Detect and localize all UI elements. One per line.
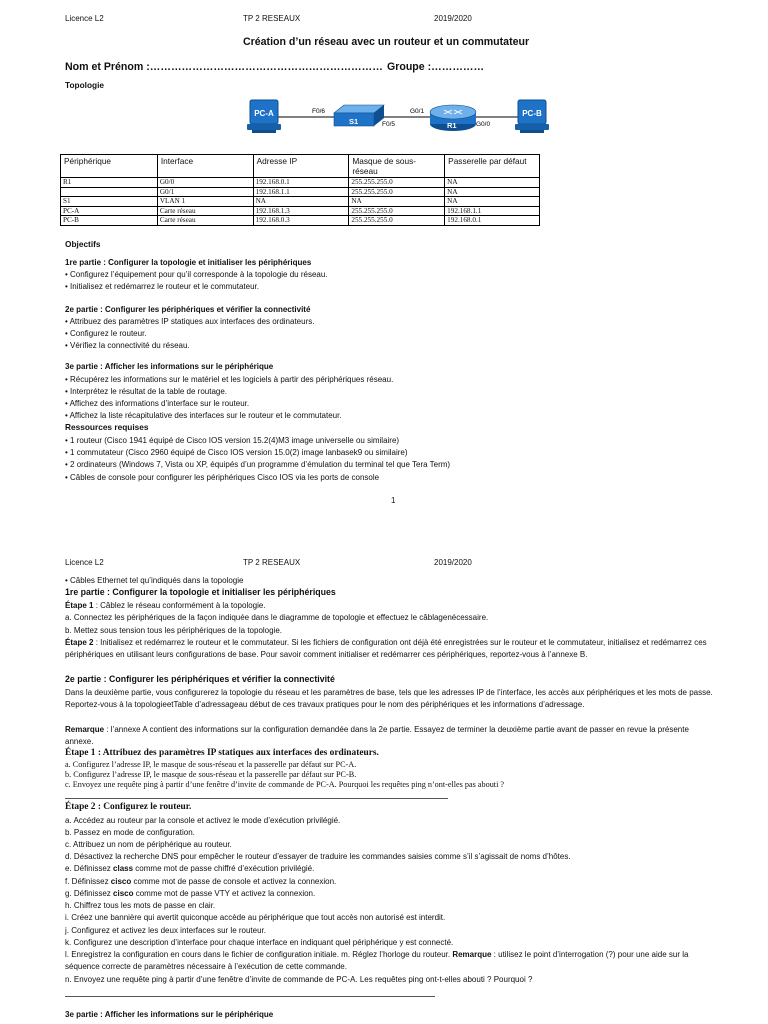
step-g-keyword: cisco	[113, 889, 134, 898]
list-item: j. Configurez et activez les deux interfaces sur le routeur.	[65, 926, 266, 935]
step-e-text-end: comme mot de passe chiffré d’exécution privilégié.	[133, 864, 315, 873]
header-interface: Interface	[157, 155, 253, 178]
table-cell: NA	[445, 178, 540, 188]
list-item: a. Configurez l’adresse IP, le masque de sous-réseau et la passerelle par défaut sur PC-A.	[65, 760, 357, 769]
step-l-remark: Remarque	[452, 950, 492, 959]
port-g00-label: G0/0	[476, 121, 491, 128]
list-item: • Récupérez les informations sur le matériel et les logiciels à partir des périphériques réseau.	[65, 375, 394, 384]
addressing-table-header-row	[61, 155, 540, 178]
step2-text: : Initialisez et redémarrez le routeur et le commutateur. Si les fichiers de configuration ont déjà été enregistrées sur le routeur et le commutateur, initialisez et redémarrez ces périphériques en utilisant leurs configurations de base. Pour savoir comment initialiser et redémarrer ces périphériques, reportez-vous à l’annexe B.	[65, 638, 707, 659]
page1-header-center: TP 2 RESEAUX	[243, 14, 301, 23]
table-row	[61, 216, 540, 226]
list-item	[65, 876, 715, 888]
table-row	[61, 206, 540, 216]
table-cell: 192.168.0.1	[445, 216, 540, 226]
step2-label: Étape 2	[65, 638, 94, 647]
remark-label: Remarque	[65, 725, 105, 734]
table-cell: R1	[61, 178, 158, 188]
step-f-keyword: cisco	[110, 877, 132, 886]
pc-b-icon	[515, 100, 549, 133]
list-item: • Câbles de console pour configurer les périphériques Cisco IOS via les ports de console	[65, 473, 380, 482]
list-item: d. Désactivez la recherche DNS pour empêcher le routeur d’essayer de traduire les commandes saisies comme s’il s’agissait de noms d’hôtes.	[65, 852, 571, 861]
name-field-label: Nom et Prénom :…………………………………………………………	[65, 61, 383, 73]
list-item: n. Envoyez une requête ping à partir d’une fenêtre d’invite de commande de PC-A. Les requêtes ping ont-t-elles abouti ? Pourquoi ?	[65, 975, 533, 984]
answer-line	[65, 996, 435, 997]
pc-b-label: PC-B	[522, 109, 542, 118]
s1-label: S1	[349, 117, 359, 126]
list-item: • 1 commutateur (Cisco 2960 équipé de Cisco IOS version 15.0(2) image lanbasek9 ou similaire)	[65, 448, 408, 457]
step1-label: Étape 1	[65, 601, 94, 610]
document-title: Création d’un réseau avec un routeur et un commutateur	[243, 36, 530, 48]
p1-part1-heading: 1re partie : Configurer la topologie et initialiser les périphériques	[65, 258, 312, 267]
list-item: a. Accédez au routeur par la console et activez le mode d’exécution privilégié.	[65, 816, 341, 825]
list-item: • 1 routeur (Cisco 1941 équipé de Cisco IOS version 15.2(4)M3 image universelle ou similaire)	[65, 436, 400, 445]
table-cell: 255.255.255.0	[349, 216, 445, 226]
table-cell: 192.168.1.1	[445, 206, 540, 216]
table-cell: NA	[349, 197, 445, 207]
list-item: i. Créez une bannière qui avertit quiconque accède au périphérique que tout accès non autorisé est interdit.	[65, 913, 446, 922]
step-l-text-end: : utilisez le point d’interrogation (?) pour une aide sur la séquence correcte de paramètres nécessaire à l’exécution de cette commande.	[65, 950, 689, 971]
topology-diagram	[238, 96, 552, 138]
header-device: Périphérique	[61, 155, 158, 178]
group-field-label: Groupe :……………	[387, 61, 485, 73]
list-item: c. Attribuez un nom de périphérique au routeur.	[65, 840, 232, 849]
header-subnet-mask: Masque de sous-réseau	[349, 155, 445, 178]
table-cell	[61, 187, 158, 197]
table-cell: S1	[61, 197, 158, 207]
page2-header-center: TP 2 RESEAUX	[243, 558, 301, 567]
page2-header-left: Licence L2	[65, 558, 104, 567]
table-cell: 255.255.255.0	[349, 178, 445, 188]
list-item	[65, 888, 715, 900]
s1-switch-icon	[334, 105, 384, 126]
page2-header-right: 2019/2020	[434, 558, 472, 567]
table-cell: VLAN 1	[157, 197, 253, 207]
list-item: • Initialisez et redémarrez le routeur et le commutateur.	[65, 282, 259, 291]
addressing-table	[60, 154, 540, 226]
step-f-text-end: comme mot de passe de console et activez la connexion.	[131, 877, 337, 886]
table-cell: PC-A	[61, 206, 158, 216]
table-row	[61, 187, 540, 197]
pc-a-label: PC-A	[254, 109, 274, 118]
serif-step2-heading: Étape 2 : Configurez le routeur.	[65, 802, 192, 812]
list-item: a. Connectez les périphériques de la façon indiquée dans le diagramme de topologie et effectuez le câblagenécessaire.	[65, 613, 489, 622]
list-item: • Vérifiez la connectivité du réseau.	[65, 341, 190, 350]
list-item	[65, 949, 715, 973]
table-row	[61, 178, 540, 188]
table-cell: Carte réseau	[157, 216, 253, 226]
step1-line	[65, 600, 715, 612]
table-cell: NA	[445, 197, 540, 207]
resources-heading: Ressources requises	[65, 422, 149, 432]
header-ip-address: Adresse IP	[253, 155, 349, 178]
step-e-keyword: class	[113, 864, 134, 873]
port-f05-label: F0/5	[382, 121, 396, 128]
list-item: b. Configurez l’adresse IP, le masque de sous-réseau et la passerelle par défaut sur PC-B.	[65, 770, 357, 779]
p1-part2-heading: 2e partie : Configurer les périphériques et vérifier la connectivité	[65, 305, 311, 314]
table-cell: 192.168.0.3	[253, 216, 349, 226]
list-item: b. Mettez sous tension tous les périphériques de la topologie.	[65, 626, 283, 635]
table-cell: G0/0	[157, 178, 253, 188]
serif-step1-heading: Étape 1 : Attribuez des paramètres IP statiques aux interfaces des ordinateurs.	[65, 748, 379, 758]
step-g-text-end: comme mot de passe VTY et activez la connexion.	[133, 889, 316, 898]
answer-line	[65, 798, 448, 799]
step-e-text: e. Définissez	[65, 864, 114, 873]
r1-label: R1	[447, 121, 457, 130]
step-g-text: g. Définissez	[65, 889, 114, 898]
list-item: • Affichez des informations d’interface sur le routeur.	[65, 399, 250, 408]
pc-a-icon	[247, 100, 281, 133]
list-item: • Configurez l’équipement pour qu’il corresponde à la topologie du réseau.	[65, 270, 328, 279]
page1-header-left: Licence L2	[65, 14, 104, 23]
page-number: 1	[391, 496, 396, 505]
list-item: • Interprétez le résultat de la table de routage.	[65, 387, 228, 396]
header-default-gateway: Passerelle par défaut	[445, 155, 540, 178]
table-cell: 255.255.255.0	[349, 206, 445, 216]
remark-text: : l’annexe A contient des informations sur la configuration demandée dans la 2e partie. Essayez de terminer la deuxième partie avant de passer en revue la présente annexe.	[65, 725, 689, 746]
table-cell: 192.168.1.1	[253, 187, 349, 197]
topology-heading: Topologie	[65, 80, 105, 90]
step1-text: : Câblez le réseau conformément à la topologie.	[93, 601, 266, 610]
list-item: k. Configurez une description d’interface pour chaque interface en indiquant quel périphérique y est connecté.	[65, 938, 454, 947]
table-row	[61, 197, 540, 207]
list-item: b. Passez en mode de configuration.	[65, 828, 195, 837]
table-cell: 192.168.1.3	[253, 206, 349, 216]
list-item: • 2 ordinateurs (Windows 7, Vista ou XP, équipés d’un programme d’émulation du terminal tel que Tera Term)	[65, 460, 451, 469]
p2-part2-heading: 2e partie : Configurer les périphériques et vérifier la connectivité	[65, 674, 335, 684]
table-cell: Carte réseau	[157, 206, 253, 216]
part2-intro-paragraph: Dans la deuxième partie, vous configurerez la topologie du réseau et les paramètres de base, tels que les adresses IP de l’interface, les accès aux périphériques et les mots de passe. Reportez-vous à la topologieetTable d’adressageau début de ces travaux pratiques pour le nom des périphériques et les informations d’adressage.	[65, 688, 713, 709]
table-cell: NA	[445, 187, 540, 197]
step-f-text: f. Définissez	[65, 877, 111, 886]
r1-router-icon	[430, 105, 476, 131]
list-item: • Attribuez des paramètres IP statiques aux interfaces des ordinateurs.	[65, 317, 315, 326]
list-item: • Affichez la liste récapitulative des interfaces sur le routeur et le commutateur.	[65, 411, 342, 420]
page1-header-right: 2019/2020	[434, 14, 472, 23]
list-item: c. Envoyez une requête ping à partir d’une fenêtre d’invite de commande de PC-A. Pourquoi les requêtes ping n’ont-elles pas abouti ?	[65, 780, 505, 789]
table-cell: G0/1	[157, 187, 253, 197]
step-l-text: l. Enregistrez la configuration en cours dans le fichier de configuration initiale. m. Réglez l’horloge du routeur.	[65, 950, 453, 959]
port-f06-label: F0/6	[312, 108, 326, 115]
p2-part3-heading: 3e partie : Afficher les informations sur le périphérique	[65, 1010, 274, 1019]
port-g01-label: G0/1	[410, 108, 425, 115]
remark-paragraph	[65, 724, 715, 748]
p1-part3-heading: 3e partie : Afficher les informations sur le périphérique	[65, 362, 274, 371]
table-cell: PC-B	[61, 216, 158, 226]
table-cell: NA	[253, 197, 349, 207]
table-cell: 192.168.0.1	[253, 178, 349, 188]
p2-part1-heading: 1re partie : Configurer la topologie et initialiser les périphériques	[65, 587, 336, 597]
objectives-heading: Objectifs	[65, 239, 101, 249]
list-item	[65, 863, 715, 875]
list-item: h. Chiffrez tous les mots de passe en clair.	[65, 901, 216, 910]
table-cell: 255.255.255.0	[349, 187, 445, 197]
step2-paragraph	[65, 637, 715, 661]
ethernet-cables-line: • Câbles Ethernet tel qu’indiqués dans la topologie	[65, 576, 244, 585]
list-item: • Configurez le routeur.	[65, 329, 147, 338]
